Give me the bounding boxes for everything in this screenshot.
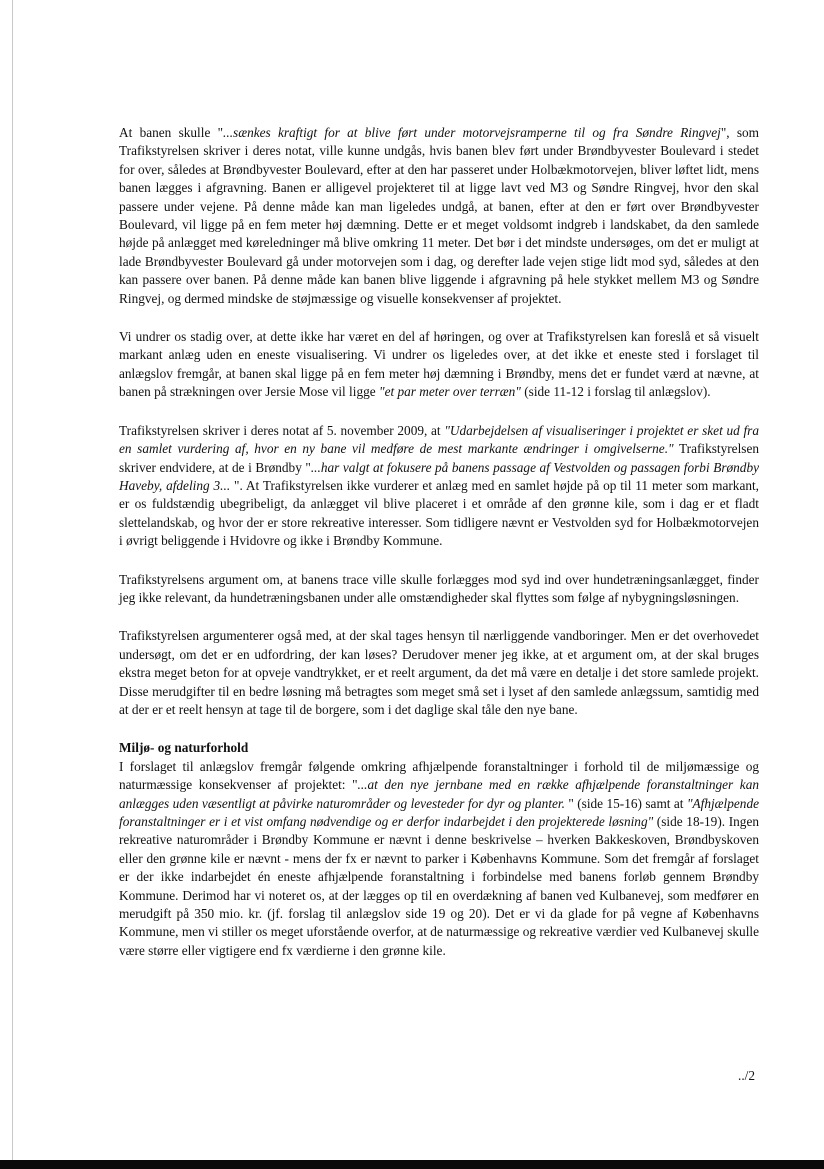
italic-quote: "et par meter over terræn" (378, 384, 521, 400)
text-run: Trafikstyrelsens argument om, at banens trace ville skulle forlægges mod syd ind over hundetræningsanlægget, finder jeg ikke relevant, da hundetræningsbanen under alle omstændigheder skal flyttes som følge af nybygningsløsningen. (119, 571, 759, 605)
document-page (119, 124, 759, 960)
text-run: (side 18-19). Ingen rekreative naturområder i Brøndby Kommune er nævnt i denne beskrivelse – hverken Bakkeskoven, Brøndbyskoven eller den grønne kile er nævnt - mens der fx er nævnt to parker i Københavns Kommune. Som det fremgår af forslaget er der ikke indarbejdet én eneste afhjælpende foranstaltning i forbindelse med banens forløb gennem Brøndby Kommune. Derimod har vi noteret os, at der lægges op til en overdækning af banen ved Kulbanevej, som medfører en merudgift på 350 mio. kr. (jf. forslag til anlægslov side 19 og 20). Det er vi da glade for på vegne af Københavns Kommune, men vi stiller os meget uforstående overfor, at de naturmæssige og rekreative værdier ved Kulbanevej skulle være større eller vigtigere end fx værdierne i den grønne kile. (119, 814, 759, 958)
scan-edge-bottom (0, 1160, 824, 1169)
italic-quote: "Udarbejdelsen af visualiseringer i projektet er sket ud fra en samlet vurdering af, hvor en ny bane vil medføre de mest markante ændringer i omgivelserne." (119, 422, 759, 457)
italic-quote: ...sænkes kraftigt for at blive ført under motorvejsramperne til og fra Søndre Ringvej (223, 125, 721, 140)
paragraph-4 (119, 571, 759, 608)
text-run: Vi undrer os stadig over, at dette ikke har været en del af høringen, og over at Trafikstyrelsen kan foreslå et så visuelt markant anlæg uden en eneste visualisering. Vi undrer os ligeledes over, at det ikke et eneste sted i forslaget til anlægslov fremgår, at banen skal ligge på en fem meter høj dæmning i Brøndby, mens det er fundet værd at nævne, at banen på strækningen over Jersie Mose vil ligge (119, 329, 759, 400)
text-run: At banen skulle " (119, 125, 224, 140)
paragraph-5 (119, 627, 759, 719)
text-run: I forslaget til anlægslov fremgår følgende omkring afhjælpende foranstaltninger i forhold til de miljømæssige og naturmæssige konsekvenser af projektet: " (119, 758, 759, 793)
text-run: ". At Trafikstyrelsen ikke vurderer et anlæg med en samlet højde på op til 11 meter som markant, er os fuldstændig ubegribeligt, da anlægget vil blive placeret i et område af den grønne kile, som i dag er et fladt slettelandskab, og hvor der er store rekreative interesser. Som tidligere nævnt er Vestvolden syd for Holbækmotorvejen i øvrigt beliggende i Hvidovre og ikke i Brøndby Kommune. (119, 477, 760, 549)
page-continuation-marker: ../2 (738, 1068, 755, 1083)
text-run: " (side 15-16) samt at (564, 795, 687, 811)
paragraph-1 (119, 124, 759, 308)
paragraph-2 (119, 328, 759, 402)
text-run: Trafikstyrelsen skriver i deres notat af 5. november 2009, at (119, 422, 445, 438)
section-paragraph (119, 758, 759, 960)
italic-quote: ...at den nye jernbane med en række afhjælpende foranstaltninger kan anlægges uden væsentligt at påvirke naturområder og levesteder for dyr og planter. (119, 777, 759, 811)
text-run: Trafikstyrelsen argumenterer også med, at der skal tages hensyn til nærliggende vandboringer. Men er det overhovedet undersøgt, om det er en udfordring, der kan løses? Derudover mener jeg ikke, at et argument om, at der skal bruges ekstra meget beton for at opveje vandtrykket, er et reelt argument, da det må være en detalje i det store samlede projekt. Disse merudgifter til en bedre løsning må betragtes som meget små set i lyset af den samlede anlægssum, samtidig med at der er et reelt hensyn at tage til de borgere, som i det daglige skal tåle den nye bane. (119, 628, 759, 717)
section-heading: Miljø- og naturforhold (119, 740, 249, 756)
paragraph-3 (119, 422, 759, 551)
italic-quote: "Afhjælpende foranstaltninger er i et vist omfang nødvendige og er derfor indarbejdet i den projekterede løsning" (119, 795, 759, 829)
text-run: ", som Trafikstyrelsen skriver i deres notat, ville kunne undgås, hvis banen blev ført under Brøndbyvester Boulevard i stedet for over, således at Brøndbyvester Boulevard, efter at den har passeret under Holbækmotorvejen, bliver løftet lidt, mens banen lægges i afgravning. Banen er alligevel projekteret til at ligge lavt ved M3 og Søndre Ringvej, hvor den skal passere under vejene. På denne måde kan man ligeledes undgå, at banen, efter at den er ført over Brøndbyvester Boulevard, vil ligge på en fem meter høj dæmning. Dette er et meget voldsomt indgreb i landskabet, da den samlede højde på anlægget med køreledninger må blive omkring 11 meter. Det bør i det mindste undersøges, om det er muligt at lade Brøndbyvester Boulevard gå under motorvejen som i dag, og derefter lade vejen stige lidt mod syd, således at den kan passere over banen. På denne måde kan banen blive liggende i afgravning på hele stykket mellem M3 og Søndre Ringvej, og dermed mindske de støjmæssige og visuelle konsekvenser af projektet. (119, 125, 759, 306)
italic-quote: ...har valgt at fokusere på banens passage af Vestvolden og passagen forbi Brøndby Haveby, afdeling 3... (119, 459, 759, 493)
text-run: Trafikstyrelsen skriver endvidere, at de i Brøndby " (119, 441, 760, 475)
text-run: (side 11-12 i forslag til anlægslov). (520, 384, 711, 400)
scan-edge-left (12, 0, 13, 1169)
